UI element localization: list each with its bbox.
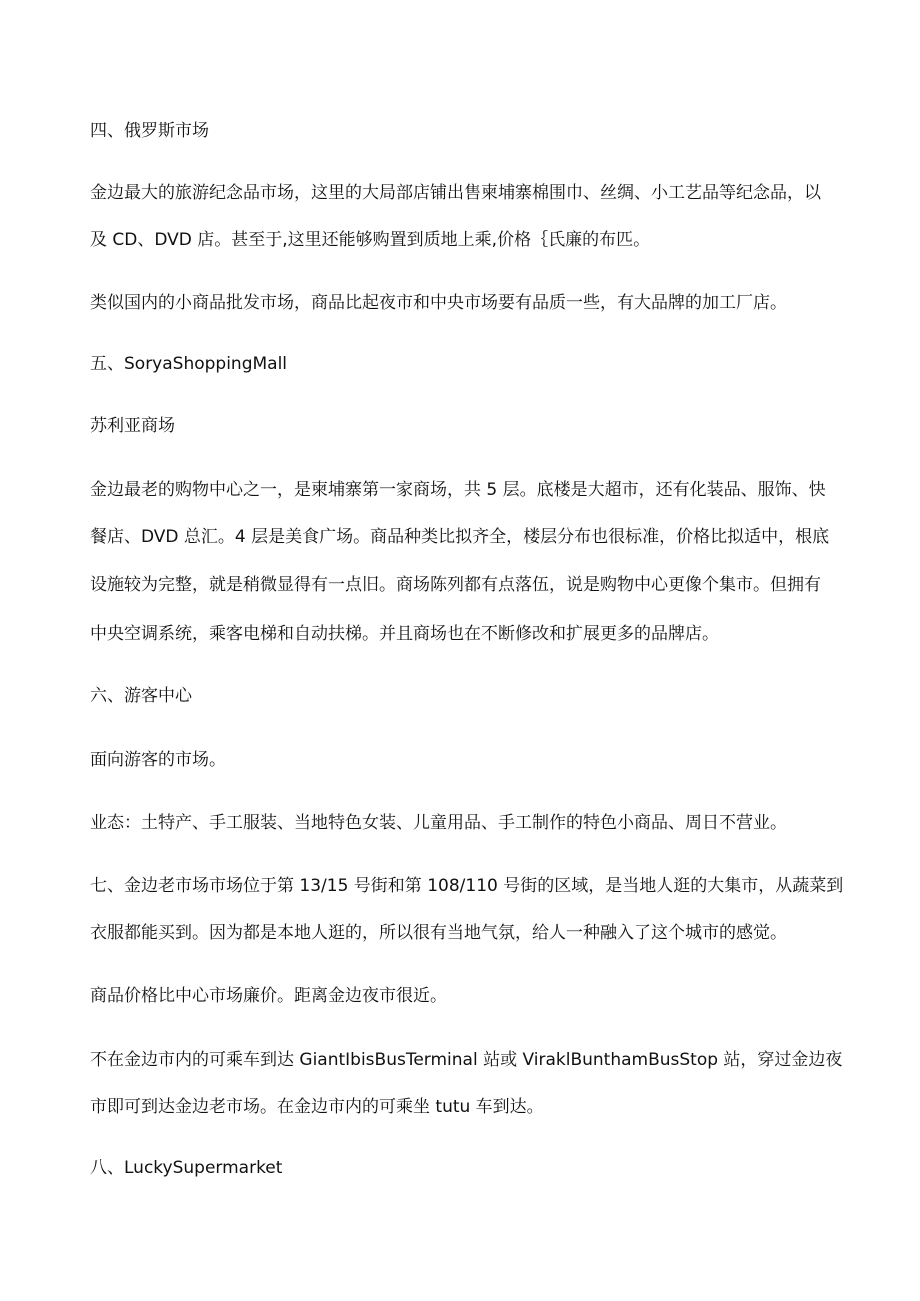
paragraph-line: 中央空调系统，乘客电梯和自动扶梯。并且商场也在不断修改和扩展更多的品牌店。 xyxy=(90,624,719,644)
paragraph-line: 类似国内的小商品批发市场，商品比起夜市和中央市场要有品质一些，有大品牌的加工厂店。 xyxy=(90,293,787,313)
paragraph-line: 市即可到达金边老市场。在金边市内的可乘坐 tutu 车到达。 xyxy=(90,1097,544,1117)
paragraph-line: 金边最老的购物中心之一，是柬埔寨第一家商场，共 5 层。底楼是大超市，还有化装品、服饰、快 xyxy=(90,480,826,500)
paragraph-line: 商品价格比中心市场廉价。距离金边夜市很近。 xyxy=(90,986,447,1006)
paragraph-line: 面向游客的市场。 xyxy=(90,750,226,770)
paragraph-line: 及 CD、DVD 店。甚至于,这里还能够购置到质地上乘,价格｛氏廉的布匹。 xyxy=(90,230,651,250)
section-heading-russian-market: 四、俄罗斯市场 xyxy=(90,121,209,141)
paragraph-line: 不在金边市内的可乘车到达 GiantIbisBusTerminal 站或 ViraklBunthamBusStop 站，穿过金边夜 xyxy=(90,1050,843,1070)
paragraph-line: 衣服都能买到。因为都是本地人逛的，所以很有当地气氛，给人一种融入了这个城市的感觉。 xyxy=(90,923,787,943)
section-heading-sorya-shopping-mall: 五、SoryaShoppingMall xyxy=(90,354,288,374)
paragraph-line: 设施较为完整，就是稍微显得有一点旧。商场陈列都有点落伍，说是购物中心更像个集市。但拥有 xyxy=(90,575,821,595)
paragraph-line: 金边最大的旅游纪念品市场，这里的大局部店铺出售柬埔寨棉围巾、丝绸、小工艺品等纪念品，以 xyxy=(90,183,821,203)
section-heading-lucky-supermarket: 八、LuckySupermarket xyxy=(90,1158,283,1178)
section-heading-old-market: 七、金边老市场市场位于第 13/15 号街和第 108/110 号街的区域，是当地人逛的大集市，从蔬菜到 xyxy=(90,876,844,896)
section-subheading: 苏利亚商场 xyxy=(90,416,175,436)
paragraph-line: 业态：土特产、手工服装、当地特色女装、儿童用品、手工制作的特色小商品、周日不营业。 xyxy=(90,813,787,833)
paragraph-line: 餐店、DVD 总汇。4 层是美食广场。商品种类比拟齐全，楼层分布也很标准，价格比拟适中，根底 xyxy=(90,527,830,547)
section-heading-visitor-center: 六、游客中心 xyxy=(90,686,192,706)
